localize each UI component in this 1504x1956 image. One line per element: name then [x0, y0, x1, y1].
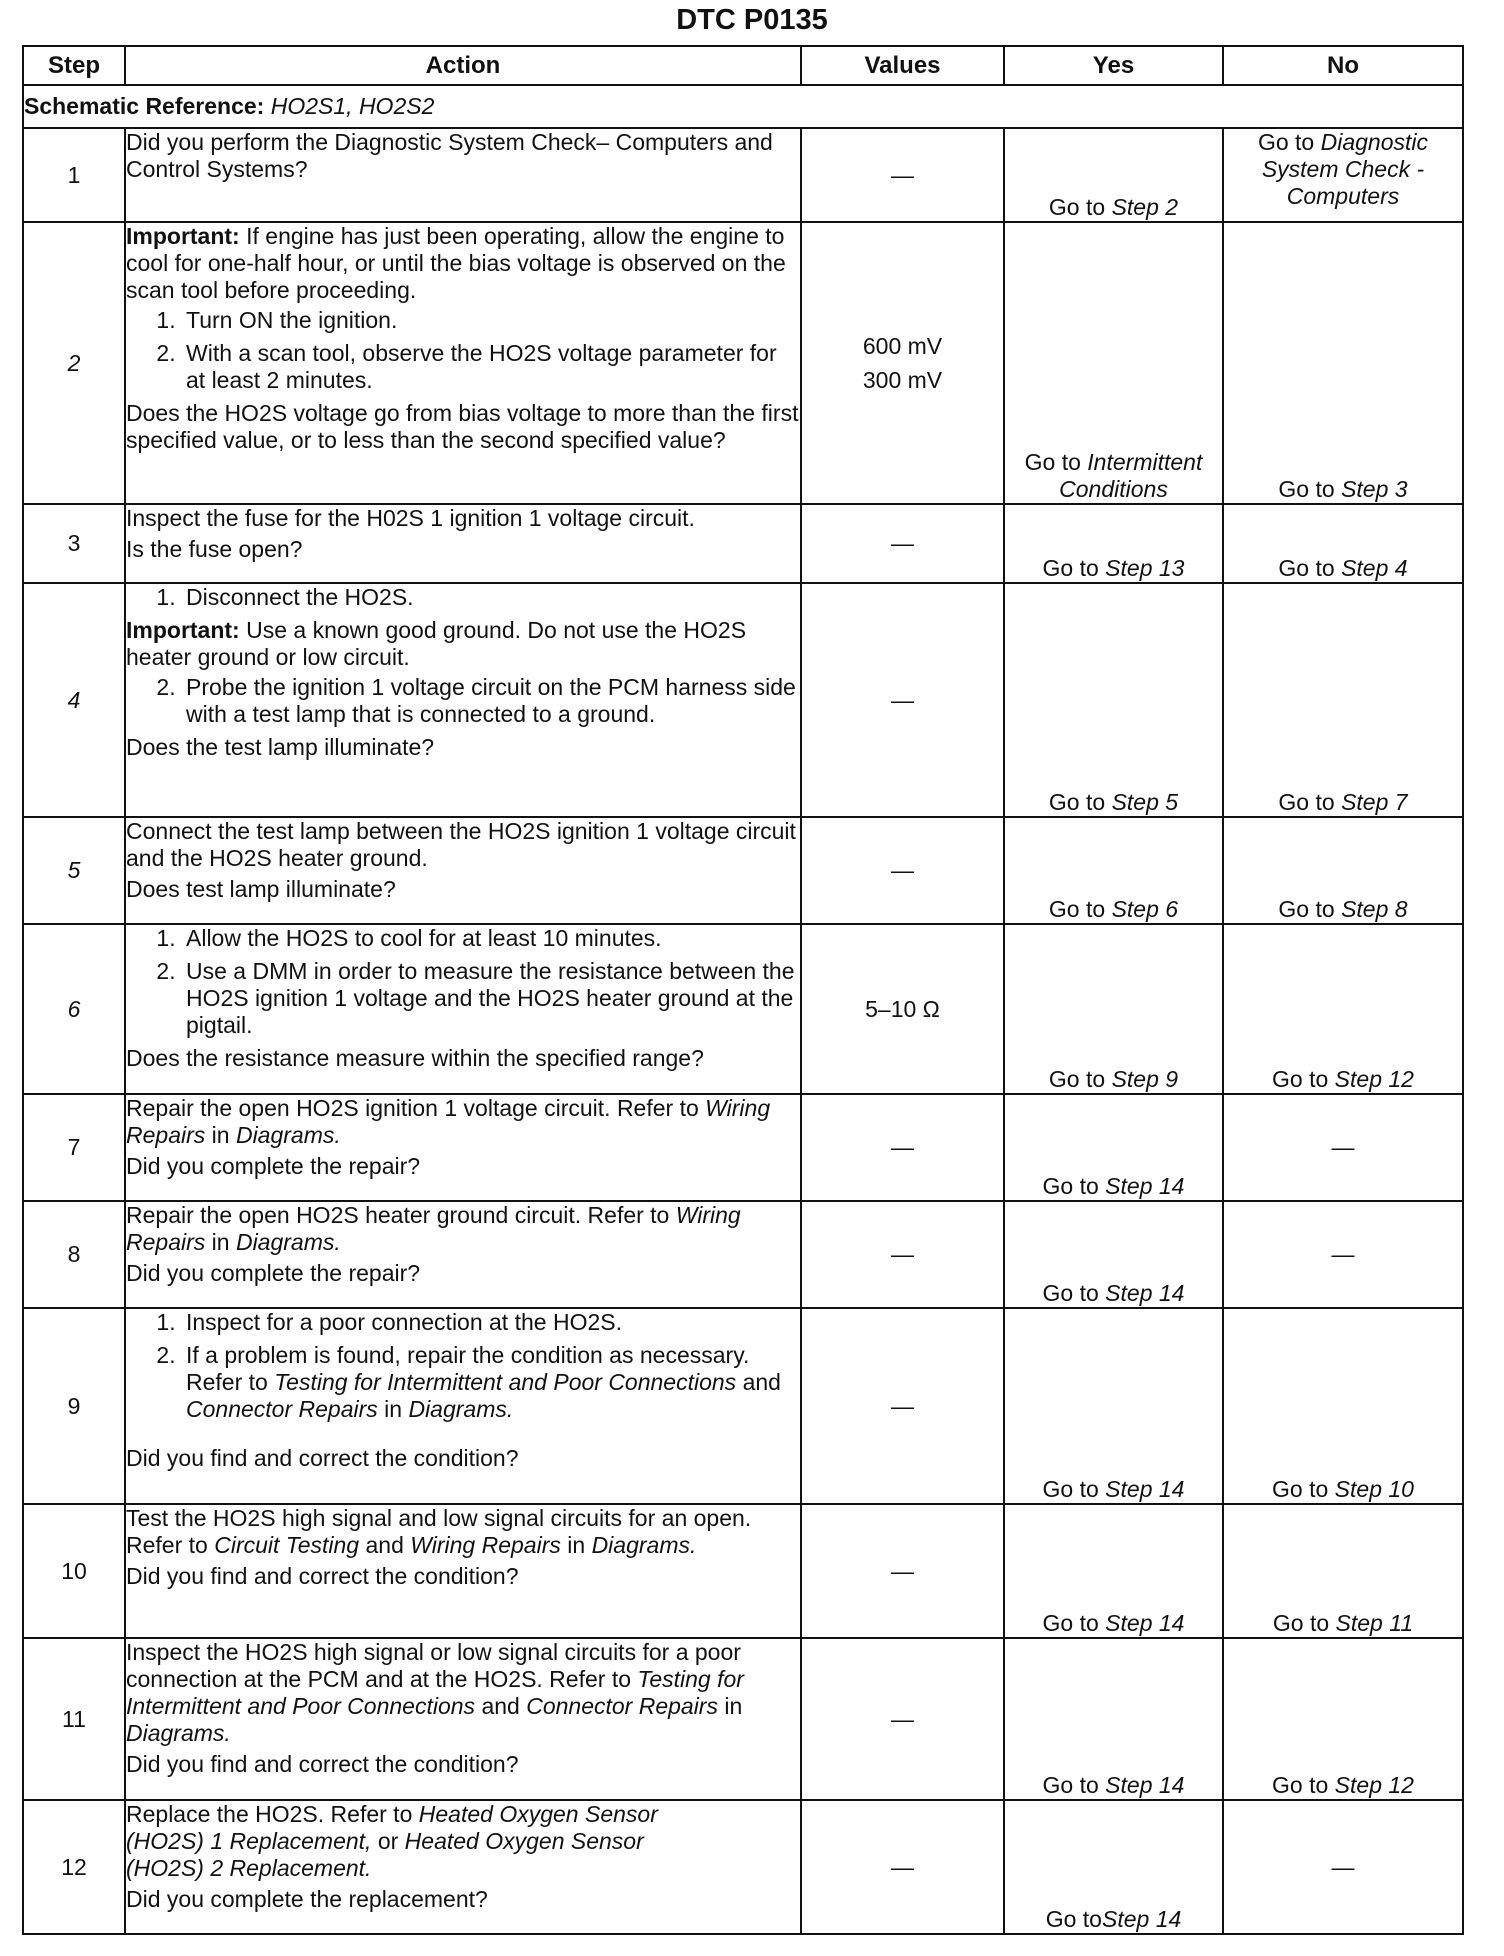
table-row — [23, 817, 1463, 924]
yes-target: Step 14 — [1101, 1906, 1182, 1932]
table-row — [23, 222, 1463, 504]
important-label: Important: — [126, 223, 240, 249]
action-cell — [125, 924, 801, 1094]
action-text — [126, 1095, 800, 1149]
no-target: Step 4 — [1341, 555, 1408, 581]
goto-label: Go to — [1278, 476, 1335, 502]
reference-link: Heated Oxygen Sensor (HO2S) 2 Replacement. — [126, 1828, 644, 1881]
action-text-part: and — [481, 1693, 520, 1719]
action-text — [126, 1801, 800, 1882]
action-list — [126, 307, 800, 394]
value-cell: — — [801, 817, 1004, 924]
important-label: Important: — [126, 617, 240, 643]
goto-label: Go to — [1042, 1772, 1099, 1798]
goto-label: Go to — [1042, 1476, 1099, 1502]
yes-cell — [1004, 1504, 1223, 1638]
yes-cell — [1004, 817, 1223, 924]
reference-link: Connector Repairs — [526, 1693, 718, 1719]
action-cell — [125, 583, 801, 817]
step-number: 3 — [23, 504, 125, 583]
step-number — [23, 924, 125, 1094]
goto-label: Go to — [1042, 1610, 1099, 1636]
reference-link: Circuit Testing — [214, 1532, 360, 1558]
value-cell: 5–10 Ω — [801, 924, 1004, 1094]
goto-label: Go to — [1048, 896, 1106, 922]
action-cell — [125, 1638, 801, 1800]
value-cell — [801, 222, 1004, 504]
reference-link: Diagrams. — [408, 1396, 514, 1422]
action-text-part: Inspect the HO2S high signal or low signal circuits for a poor connection at the PCM and at the HO2S. Refer to — [126, 1639, 741, 1692]
value-cell: — — [801, 1800, 1004, 1934]
no-cell — [1223, 222, 1463, 504]
action-text: Inspect the fuse for the H02S 1 ignition 1 voltage circuit. — [126, 505, 695, 531]
goto-label: Go to — [1024, 449, 1081, 475]
action-item: 1. Disconnect the HO2S. — [182, 584, 800, 611]
header-row — [23, 46, 1463, 85]
value-cell: — — [801, 1308, 1004, 1504]
important-text: If engine has just been operating, allow the engine to cool for one-half hour, or until the bias voltage is observed on the scan tool before proceeding. — [126, 223, 786, 303]
header-yes: Yes — [1004, 46, 1223, 85]
no-target: Diagnostic — [1320, 129, 1429, 155]
goto-label: Go to — [1048, 1066, 1106, 1092]
table-row — [23, 1638, 1463, 1800]
table-row — [23, 128, 1463, 222]
reference-link: Diagrams. — [235, 1229, 341, 1255]
yes-target: Step 14 — [1105, 1610, 1185, 1636]
header-action: Action — [125, 46, 801, 85]
step-number — [23, 817, 125, 924]
action-question: Did you complete the repair? — [126, 1153, 421, 1179]
yes-target: Step 14 — [1105, 1772, 1185, 1798]
action-question: Did you complete the repair? — [126, 1260, 421, 1286]
goto-label: Go to — [1042, 1280, 1099, 1306]
action-question: Did you complete the replacement? — [126, 1886, 488, 1912]
step-number-text: 6 — [67, 995, 81, 1022]
no-cell — [1223, 1638, 1463, 1800]
action-text-part: in — [567, 1532, 586, 1558]
step-number — [23, 222, 125, 504]
action-question: Did you perform the Diagnostic System Check– Computers and Control Systems? — [126, 129, 773, 182]
reference-link: Wiring Repairs — [126, 1095, 771, 1148]
step-number-text: 4 — [67, 686, 81, 713]
yes-target: Step 5 — [1111, 789, 1179, 815]
goto-label: Go to — [1042, 555, 1099, 581]
action-question: Does the test lamp illuminate? — [126, 734, 435, 760]
action-question: Did you find and correct the condition? — [126, 1445, 519, 1471]
step-number — [23, 583, 125, 817]
yes-cell — [1004, 1201, 1223, 1308]
no-cell — [1223, 817, 1463, 924]
no-target: Step 11 — [1335, 1610, 1414, 1636]
yes-target: Step 9 — [1111, 1066, 1179, 1092]
important-note — [126, 223, 800, 304]
step-number: 11 — [23, 1638, 125, 1800]
table-row — [23, 1308, 1463, 1504]
yes-cell — [1004, 128, 1223, 222]
value-cell: — — [801, 504, 1004, 583]
step-number: 7 — [23, 1094, 125, 1201]
action-text-part: Test the HO2S high signal and low signal circuits for an open. Refer to — [126, 1505, 752, 1558]
goto-label: Go to — [1257, 129, 1315, 155]
reference-link: Testing for Intermittent and Poor Connections — [274, 1369, 737, 1395]
table-row — [23, 924, 1463, 1094]
action-list — [126, 584, 800, 611]
value-cell: — — [801, 1638, 1004, 1800]
yes-cell — [1004, 504, 1223, 583]
action-cell — [125, 817, 801, 924]
goto-label: Go to — [1278, 555, 1335, 581]
value-cell: — — [801, 128, 1004, 222]
reference-link: Connector Repairs — [186, 1396, 378, 1422]
action-text — [126, 1639, 800, 1747]
action-cell — [125, 1201, 801, 1308]
action-cell — [125, 1308, 801, 1504]
yes-target: Step 6 — [1111, 896, 1179, 922]
yes-target: Intermittent Conditions — [1059, 449, 1203, 502]
table-row — [23, 1504, 1463, 1638]
reference-link: Testing for Intermittent and Poor Connections — [126, 1666, 744, 1719]
no-target: Step 10 — [1334, 1476, 1414, 1502]
value-cell: — — [801, 1094, 1004, 1201]
schematic-label: Schematic Reference: — [24, 93, 265, 119]
schematic-row — [23, 85, 1463, 128]
value-low: 300 mV — [862, 367, 943, 393]
action-item: 2. Use a DMM in order to measure the resistance between the HO2S ignition 1 voltage and the HO2S heater ground at the pigtail. — [182, 958, 800, 1039]
action-text-part: If a problem is found, repair the condition as necessary. Refer to — [186, 1342, 750, 1395]
goto-label: Go to — [1272, 1772, 1329, 1798]
no-target: Step 3 — [1341, 476, 1408, 502]
no-target: Step 12 — [1334, 1772, 1414, 1798]
value-high: 600 mV — [862, 333, 943, 359]
action-cell — [125, 1800, 801, 1934]
yes-target: Step 14 — [1105, 1280, 1185, 1306]
yes-cell — [1004, 222, 1223, 504]
important-note — [126, 617, 800, 671]
goto-label: Go to — [1272, 1066, 1329, 1092]
action-question: Does test lamp illuminate? — [126, 876, 396, 902]
yes-cell — [1004, 1800, 1223, 1934]
action-text: Connect the test lamp between the HO2S ignition 1 voltage circuit and the HO2S heater ground. — [126, 818, 796, 871]
action-text-part: or — [377, 1828, 399, 1854]
yes-cell — [1004, 924, 1223, 1094]
step-number-text: 5 — [67, 857, 81, 883]
action-item: 1. Turn ON the ignition. — [182, 307, 800, 334]
schematic-reference — [23, 85, 1463, 128]
action-text-part: Repair the open HO2S heater ground circuit. Refer to — [126, 1202, 670, 1228]
action-question: Did you find and correct the condition? — [126, 1751, 519, 1777]
goto-label: Go to — [1272, 1476, 1329, 1502]
action-text-part: in — [384, 1396, 403, 1422]
action-question: Does the HO2S voltage go from bias voltage to more than the first specified value, or to less than the second specified value? — [126, 400, 799, 453]
action-item: 1. Inspect for a poor connection at the HO2S. — [182, 1309, 800, 1336]
no-cell — [1223, 1504, 1463, 1638]
action-text-part: in — [211, 1122, 230, 1148]
goto-label: Go to — [1048, 789, 1106, 815]
yes-cell — [1004, 583, 1223, 817]
yes-target: Step 2 — [1111, 194, 1179, 220]
action-question: Did you find and correct the condition? — [126, 1563, 519, 1589]
yes-cell — [1004, 1638, 1223, 1800]
goto-label: Go to — [1278, 789, 1335, 815]
no-cell — [1223, 1308, 1463, 1504]
action-text-part: Replace the HO2S. Refer to — [126, 1801, 413, 1827]
yes-cell — [1004, 1308, 1223, 1504]
table-row — [23, 1800, 1463, 1934]
table-row — [23, 1094, 1463, 1201]
no-target: Step 12 — [1334, 1066, 1414, 1092]
action-item — [182, 1342, 800, 1423]
header-values: Values — [801, 46, 1004, 85]
action-text-part: in — [724, 1693, 743, 1719]
action-text-part: in — [211, 1229, 230, 1255]
diagnostic-table — [22, 45, 1464, 1935]
action-text-part: and — [365, 1532, 404, 1558]
step-number: 8 — [23, 1201, 125, 1308]
no-cell: — — [1223, 1201, 1463, 1308]
action-list — [126, 674, 800, 728]
action-item: 2. With a scan tool, observe the HO2S voltage parameter for at least 2 minutes. — [182, 340, 800, 394]
step-number: 9 — [23, 1308, 125, 1504]
page-title: DTC P0135 — [676, 4, 828, 36]
goto-label: Go to — [1042, 1173, 1099, 1199]
value-cell: — — [801, 583, 1004, 817]
no-cell: — — [1223, 1094, 1463, 1201]
action-question: Is the fuse open? — [126, 536, 303, 562]
goto-label: Go to — [1272, 1610, 1330, 1636]
no-target: Step 8 — [1341, 896, 1408, 922]
goto-label: Go to — [1048, 194, 1106, 220]
yes-cell — [1004, 1094, 1223, 1201]
yes-target: Step 14 — [1105, 1173, 1185, 1199]
action-list — [126, 1309, 800, 1423]
action-item: 2. Probe the ignition 1 voltage circuit on the PCM harness side with a test lamp that is connected to a ground. — [182, 674, 800, 728]
no-cell — [1223, 924, 1463, 1094]
reference-link: Wiring Repairs — [410, 1532, 561, 1558]
yes-target: Step 14 — [1105, 1476, 1185, 1502]
header-no: No — [1223, 46, 1463, 85]
reference-link: Wiring Repairs — [126, 1202, 741, 1255]
action-text — [126, 1505, 800, 1559]
value-cell: — — [801, 1504, 1004, 1638]
reference-link: Diagrams. — [591, 1532, 697, 1558]
value-cell: — — [801, 1201, 1004, 1308]
action-cell — [125, 1094, 801, 1201]
action-cell — [125, 128, 801, 222]
step-number-text: 2 — [67, 349, 81, 376]
reference-link: Heated Oxygen Sensor (HO2S) 1 Replacement, — [126, 1801, 658, 1854]
step-number: 1 — [23, 128, 125, 222]
action-cell — [125, 222, 801, 504]
action-item: 1. Allow the HO2S to cool for at least 10 minutes. — [182, 925, 800, 952]
goto-label: Go to — [1278, 896, 1335, 922]
reference-link: Diagrams. — [235, 1122, 341, 1148]
important-text: Use a known good ground. Do not use the HO2S heater ground or low circuit. — [126, 617, 747, 670]
reference-link: Diagrams. — [126, 1720, 231, 1746]
no-target: Step 7 — [1341, 789, 1408, 815]
no-cell — [1223, 128, 1463, 222]
goto-label: Go to — [1045, 1906, 1102, 1932]
no-cell — [1223, 504, 1463, 583]
yes-target: Step 13 — [1105, 555, 1185, 581]
schematic-value: HO2S1, HO2S2 — [270, 93, 435, 119]
action-question: Does the resistance measure within the specified range? — [126, 1045, 704, 1071]
no-cell — [1223, 583, 1463, 817]
header-step: Step — [23, 46, 125, 85]
action-text-part: Repair the open HO2S ignition 1 voltage circuit. Refer to — [126, 1095, 699, 1121]
step-number: 10 — [23, 1504, 125, 1638]
action-cell — [125, 504, 801, 583]
step-number: 12 — [23, 1800, 125, 1934]
action-cell — [125, 1504, 801, 1638]
table-row — [23, 1201, 1463, 1308]
table-row — [23, 504, 1463, 583]
action-list — [126, 925, 800, 1039]
no-cell: — — [1223, 1800, 1463, 1934]
action-text — [126, 1202, 800, 1256]
table-row — [23, 583, 1463, 817]
no-target-cont: System Check - Computers — [1261, 156, 1425, 209]
action-text-part: and — [742, 1369, 781, 1395]
